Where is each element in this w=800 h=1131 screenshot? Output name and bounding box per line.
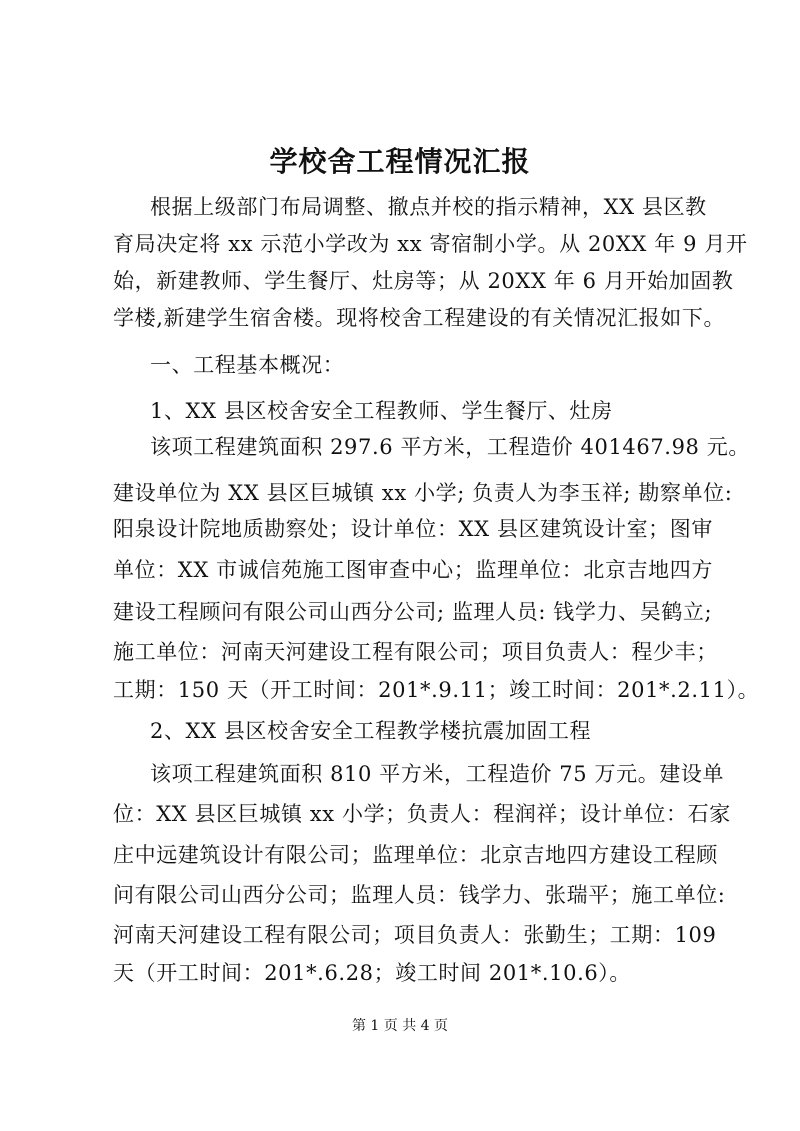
- section-heading: 一、工程基本概况：: [150, 353, 345, 377]
- text-line: 问有限公司山西分公司；监理人员：钱学力、张瑞平；施工单位:: [113, 883, 726, 907]
- text-line: 位：XX 县区巨城镇 xx 小学；负责人：程润祥；设计单位：石家: [113, 802, 731, 826]
- text-line: 该项工程建筑面积 297.6 平方米，工程造价 401467.98 元。: [150, 435, 750, 459]
- text-line: 建设工程顾问有限公司山西分公司; 监理人员: 钱学力、吴鹤立;: [113, 600, 713, 624]
- text-line: 庄中远建筑设计有限公司；监理单位：北京吉地四方建设工程顾: [113, 843, 718, 867]
- text-line: 天（开工时间：201*.6.28；竣工时间 201*.10.6）。: [113, 961, 632, 985]
- text-line: 单位：XX 市诚信苑施工图审查中心；监理单位：北京吉地四方: [113, 558, 713, 582]
- text-line: 学楼,新建学生宿舍楼。现将校舍工程建设的有关情况汇报如下。: [113, 306, 726, 330]
- text-line: 阳泉设计院地质勘察处；设计单位：XX 县区建筑设计室；图审: [113, 517, 713, 541]
- text-line: 育局决定将 xx 示范小学改为 xx 寄宿制小学。从 20XX 年 9 月开: [113, 232, 748, 256]
- text-line: 工期：150 天（开工时间：201*.9.11；竣工时间：201*.2.11）。: [113, 678, 760, 702]
- text-line: 建设单位为 XX 县区巨城镇 xx 小学; 负责人为李玉祥; 勘察单位:: [113, 481, 733, 505]
- text-line: 始，新建教师、学生餐厅、灶房等；从 20XX 年 6 月开始加固教: [113, 269, 734, 293]
- text-line: 施工单位：河南天河建设工程有限公司；项目负责人：程少丰；: [113, 640, 718, 664]
- text-line: 该项工程建筑面积 810 平方米，工程造价 75 万元。建设单: [150, 762, 725, 786]
- document-title: 学校舍工程情况汇报: [269, 145, 531, 178]
- text-line: 根据上级部门布局调整、撤点并校的指示精神，XX 县区教: [150, 195, 707, 219]
- subsection-heading: 2、XX 县区校舍安全工程教学楼抗震加固工程: [150, 719, 592, 743]
- page-number-footer: 第 1 页 共 4 页: [351, 1018, 449, 1034]
- text-line: 河南天河建设工程有限公司；项目负责人：张勤生；工期：109: [113, 923, 717, 947]
- subsection-heading: 1、XX 县区校舍安全工程教师、学生餐厅、灶房: [150, 399, 613, 423]
